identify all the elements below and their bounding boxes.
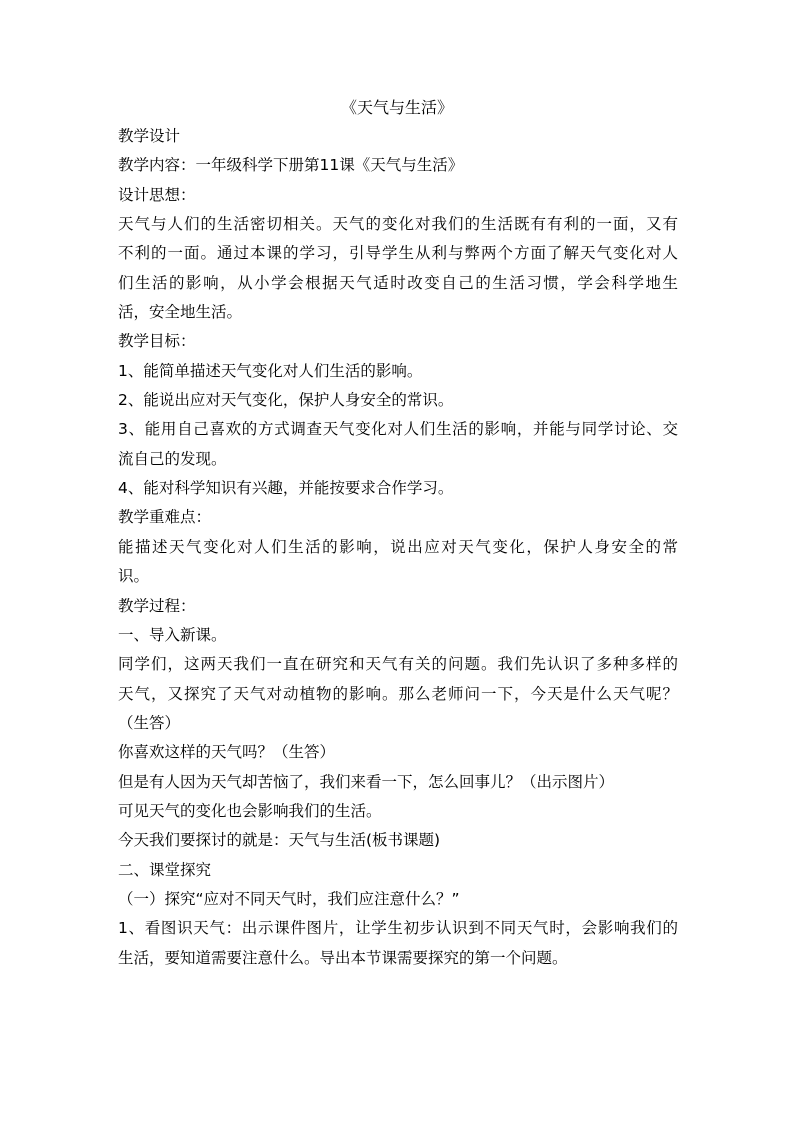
text-line: 生活，要知道需要注意什么。导出本节课需要探究的第一个问题。 bbox=[118, 948, 568, 967]
text-line: 1、能简单描述天气变化对人们生活的影响。 bbox=[118, 361, 423, 380]
text-line: 教学目标： bbox=[118, 332, 196, 351]
text-line: 但是有人因为天气却苦恼了，我们来看一下，怎么回事儿？（出示图片） bbox=[118, 772, 615, 791]
text-line: （生答） bbox=[118, 713, 181, 732]
text-line: （一）探究“应对不同天气时，我们应注意什么？” bbox=[118, 889, 460, 908]
text-line: 流自己的发现。 bbox=[118, 449, 227, 468]
text-line: 4、能对科学知识有兴趣，并能按要求合作学习。 bbox=[118, 479, 454, 498]
text-line: 天气，又探究了天气对动植物的影响。那么老师问一下，今天是什么天气呢？ bbox=[118, 684, 678, 703]
text-line: 识。 bbox=[118, 567, 150, 586]
document-title: 《天气与生活》 bbox=[340, 98, 453, 117]
text-line: 们生活的影响，从小学会根据天气适时改变自己的生活习惯，学会科学地生 bbox=[118, 273, 678, 292]
text-line: 你喜欢这样的天气吗？（生答） bbox=[118, 743, 336, 762]
text-line: 3、能用自己喜欢的方式调查天气变化对人们生活的影响，并能与同学讨论、交 bbox=[118, 420, 678, 439]
document-body bbox=[118, 122, 678, 973]
text-line: 今天我们要探讨的就是：天气与生活(板书课题) bbox=[118, 831, 441, 850]
text-line: 可见天气的变化也会影响我们的生活。 bbox=[118, 801, 382, 820]
text-line: 二、课堂探究 bbox=[118, 860, 212, 879]
text-line: 同学们，这两天我们一直在研究和天气有关的问题。我们先认识了多种多样的 bbox=[118, 655, 678, 674]
text-line: 2、能说出应对天气变化，保护人身安全的常识。 bbox=[118, 391, 454, 410]
text-line: 1、看图识天气：出示课件图片，让学生初步认识到不同天气时，会影响我们的 bbox=[118, 919, 678, 938]
text-line: 一、导入新课。 bbox=[118, 625, 227, 644]
text-line: 教学过程： bbox=[118, 596, 196, 615]
text-line: 教学重难点： bbox=[118, 508, 212, 527]
text-line: 天气与人们的生活密切相关。天气的变化对我们的生活既有有利的一面，又有 bbox=[118, 215, 678, 234]
text-line: 活，安全地生活。 bbox=[118, 303, 243, 322]
text-line: 能描述天气变化对人们生活的影响，说出应对天气变化，保护人身安全的常 bbox=[118, 537, 678, 556]
text-line: 教学内容：一年级科学下册第11课《天气与生活》 bbox=[118, 156, 464, 175]
text-line: 设计思想： bbox=[118, 185, 196, 204]
text-line: 教学设计 bbox=[118, 127, 181, 145]
text-line: 不利的一面。通过本课的学习，引导学生从利与弊两个方面了解天气变化对人 bbox=[118, 244, 678, 263]
